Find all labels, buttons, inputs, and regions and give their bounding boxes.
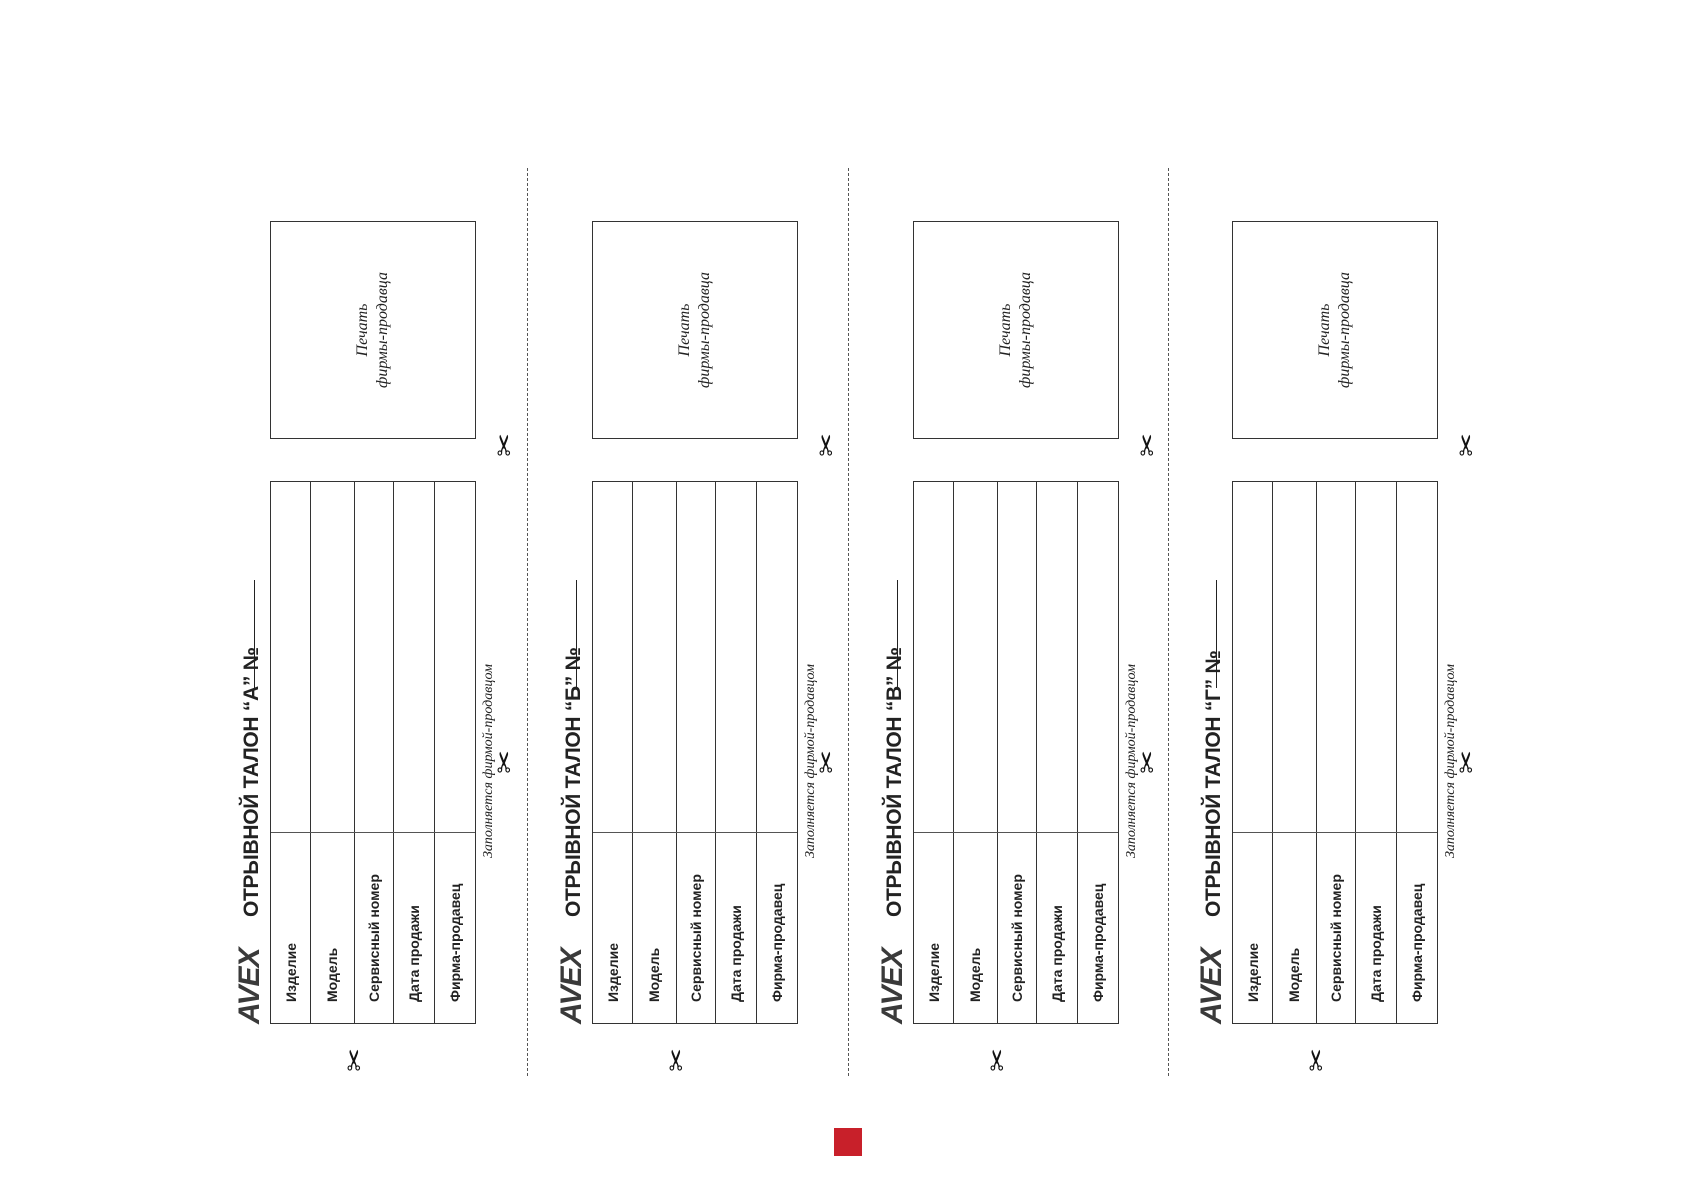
field-label: Изделие	[282, 943, 299, 1002]
scissors-icon: ✂	[489, 750, 520, 774]
coupon-title: ОТРЫВНОЙ ТАЛОН “Г” №	[1202, 650, 1225, 917]
table-divider	[1272, 482, 1273, 1023]
field-label: Фирма-продавец	[1408, 883, 1425, 1002]
cut-line	[848, 168, 849, 1076]
stamp-label: Печать фирмы-продавца	[676, 272, 713, 388]
field-label: Фирма-продавец	[768, 883, 785, 1002]
coupon-4	[962, 0, 1482, 1191]
field-label: Изделие	[1244, 943, 1261, 1002]
field-label: Фирма-продавец	[446, 883, 463, 1002]
field-label: Сервисный номер	[1008, 874, 1025, 1002]
cut-line	[527, 168, 528, 1076]
info-table	[1232, 481, 1438, 1024]
avex-logo: AVEX	[233, 948, 266, 1024]
coupon-3	[643, 0, 1163, 1191]
scissors-icon: ✂	[982, 1048, 1013, 1072]
fill-note: Заполняется фирмой-продавцом	[1124, 664, 1139, 858]
field-label: Модель	[967, 947, 983, 1002]
field-label: Дата продажи	[405, 905, 422, 1002]
field-label: Модель	[646, 947, 662, 1002]
coupon-title: ОТРЫВНОЙ ТАЛОН “А” №	[240, 647, 263, 917]
coupon-2	[322, 0, 842, 1191]
field-label: Изделие	[604, 943, 621, 1002]
scissors-icon: ✂	[1132, 433, 1163, 457]
field-label: Фирма-продавец	[1089, 883, 1106, 1002]
field-label: Сервисный номер	[1327, 874, 1344, 1002]
scissors-icon: ✂	[339, 1048, 370, 1072]
avex-logo: AVEX	[1195, 948, 1228, 1024]
avex-logo: AVEX	[876, 948, 909, 1024]
field-label: Дата продажи	[727, 905, 744, 1002]
table-divider	[1316, 482, 1317, 1023]
table-divider	[1396, 482, 1397, 1023]
number-underline	[254, 580, 255, 688]
stamp-label: Печать фирмы-продавца	[1316, 272, 1353, 388]
scissors-icon: ✂	[1301, 1048, 1332, 1072]
stamp-label: Печать фирмы-продавца	[997, 272, 1034, 388]
table-divider	[632, 482, 633, 1023]
number-underline	[576, 580, 577, 688]
fill-note: Заполняется фирмой-продавцом	[803, 664, 818, 858]
stamp-label: Печать фирмы-продавца	[354, 272, 391, 388]
fill-note: Заполняется фирмой-продавцом	[1443, 664, 1458, 858]
scissors-icon: ✂	[811, 433, 842, 457]
avex-logo: AVEX	[555, 948, 588, 1024]
number-underline	[1216, 580, 1217, 688]
coupon-title: ОТРЫВНОЙ ТАЛОН “Б” №	[562, 647, 585, 917]
table-divider	[953, 482, 954, 1023]
fill-note: Заполняется фирмой-продавцом	[481, 664, 496, 858]
scissors-icon: ✂	[811, 750, 842, 774]
field-label: Модель	[1286, 947, 1302, 1002]
field-label: Сервисный номер	[687, 874, 704, 1002]
scissors-icon: ✂	[1132, 750, 1163, 774]
field-label: Дата продажи	[1367, 905, 1384, 1002]
field-label: Изделие	[925, 943, 942, 1002]
table-divider	[310, 482, 311, 1023]
scissors-icon: ✂	[489, 433, 520, 457]
number-underline	[897, 580, 898, 688]
field-label: Сервисный номер	[365, 874, 382, 1002]
cut-line	[1168, 168, 1169, 1076]
scissors-icon: ✂	[1451, 433, 1482, 457]
table-divider	[1233, 832, 1437, 833]
coupon-title: ОТРЫВНОЙ ТАЛОН “В” №	[883, 647, 906, 917]
field-label: Дата продажи	[1048, 905, 1065, 1002]
field-label: Модель	[324, 947, 340, 1002]
stamp-box	[1232, 221, 1438, 439]
scissors-icon: ✂	[1451, 750, 1482, 774]
table-divider	[1355, 482, 1356, 1023]
page-marker	[834, 1128, 862, 1156]
scissors-icon: ✂	[661, 1048, 692, 1072]
coupon-1	[0, 0, 520, 1191]
